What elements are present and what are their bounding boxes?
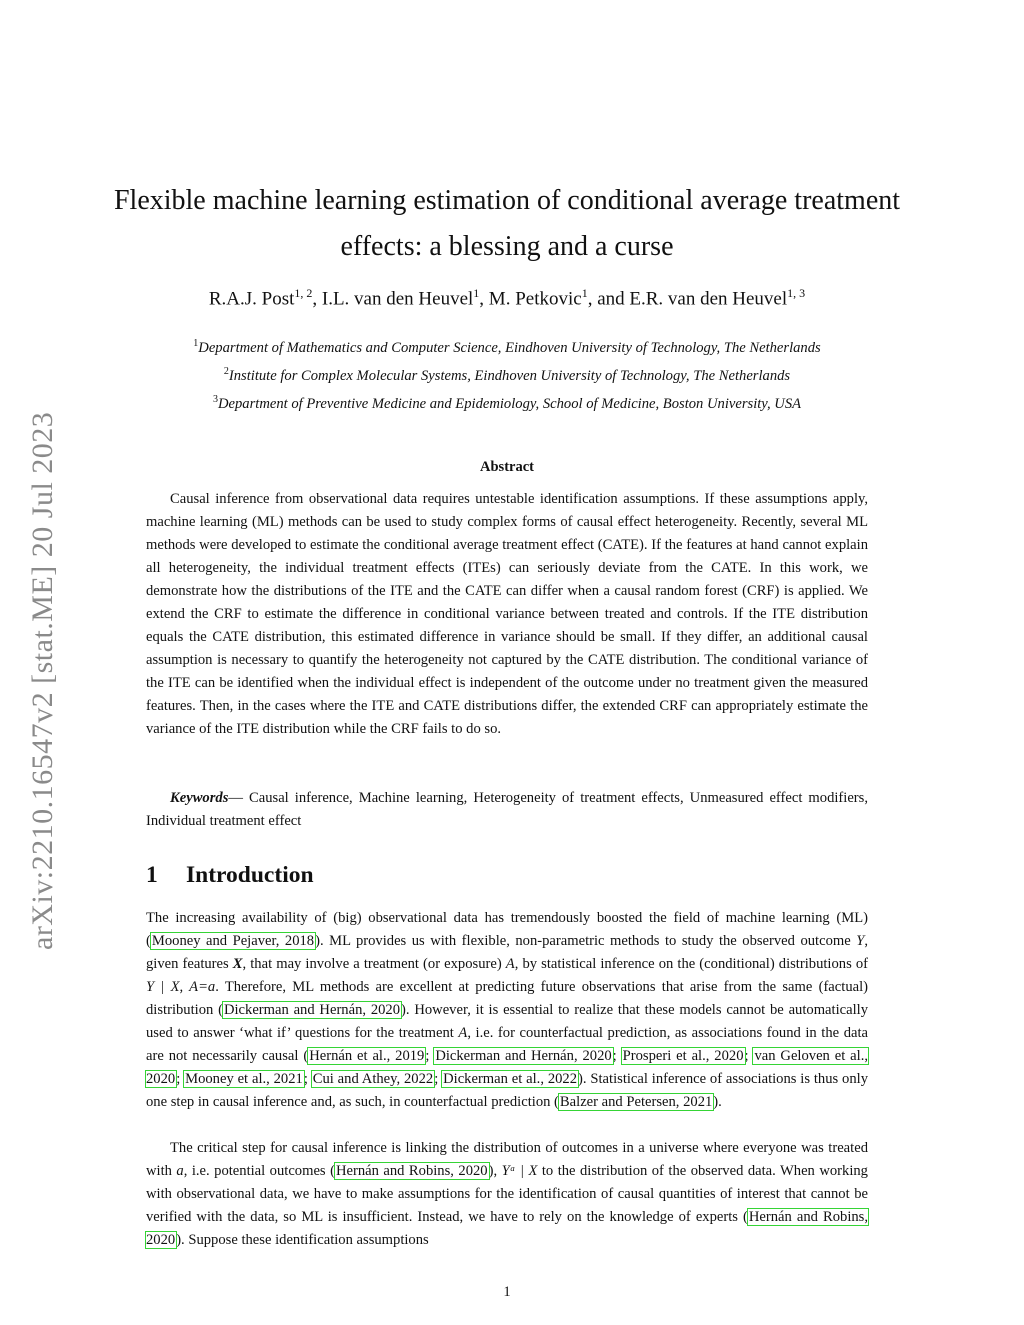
author-affil-sup: 1	[581, 286, 588, 300]
math-expression: Y | X, A=a	[146, 979, 216, 995]
text-run: ). Suppose these identification assumptions	[176, 1232, 429, 1248]
author-name: I.L. van den Heuvel	[321, 288, 474, 310]
text-run: , by statistical inference on the (conditional) distributions of	[514, 956, 868, 972]
author-name: M. Petkovic	[488, 288, 582, 310]
text-run: ). However, it is essential to realize that these models cannot be automatically used to answer ‘what if’ questions for the treatment	[146, 1002, 868, 1041]
affiliation	[96, 332, 918, 360]
affiliation	[96, 388, 918, 416]
section-title: Introduction	[186, 862, 314, 888]
keywords-label: Keywords	[170, 790, 229, 806]
text-run: ;	[434, 1071, 443, 1087]
citation-link[interactable]: Dickerman et al., 2022	[443, 1071, 578, 1087]
citation-link[interactable]: Dickerman and Hernán, 2020	[435, 1048, 612, 1064]
math-symbol: A	[458, 1025, 468, 1041]
text-run: ;	[612, 1048, 622, 1064]
author-affil-sup: 1, 3	[787, 286, 806, 300]
citation-link[interactable]: Prosperi et al., 2020	[622, 1048, 744, 1064]
affiliation-text: Institute for Complex Molecular Systems, Eindhoven University of Technology, The Netherlands	[228, 367, 791, 384]
affiliation-text: Department of Mathematics and Computer Science, Eindhoven University of Technology, The Netherlands	[198, 339, 821, 356]
citation-link[interactable]: Dickerman and Hernán, 2020	[223, 1002, 401, 1018]
affiliation	[96, 360, 918, 388]
text-run: . Therefore, ML methods are excellent at predicting future observations that arise from the same (factual) distribution (	[146, 979, 869, 1018]
author-list	[96, 286, 918, 310]
title-line-1: Flexible machine learning estimation of conditional average treatment	[113, 185, 901, 216]
text-run: ). ML provides us with flexible, non-parametric methods to study the observed outcome	[315, 933, 857, 949]
text-run: , i.e. for counterfactual prediction, as associations found in the data are not necessarily causal (	[146, 1025, 869, 1064]
text-run: , that may involve a treatment (or exposure)	[242, 956, 506, 972]
affiliation-text: Department of Preventive Medicine and Epidemiology, School of Medicine, Boston University, USA	[217, 395, 802, 412]
affiliation-sup: 3	[212, 393, 218, 405]
author-name: R.A.J. Post	[208, 288, 295, 310]
text-run: ). Statistical inference of associations is thus only one step in causal inference and, as such, in counterfactual prediction (	[146, 1071, 868, 1110]
math-symbol: Y	[856, 933, 865, 949]
keywords	[146, 787, 868, 833]
section-heading	[146, 862, 314, 889]
citation-link[interactable]: Hernán and Robins, 2020	[146, 1209, 868, 1248]
arxiv-stamp: arXiv:2210.16547v2 [stat.ME] 20 Jul 2023	[26, 411, 59, 950]
keywords-text: Causal inference, Machine learning, Heterogeneity of treatment effects, Unmeasured effect modifiers, Individual treatment effect	[146, 790, 868, 829]
body-paragraph	[146, 907, 868, 1114]
citation-link[interactable]: Hernán et al., 2019	[309, 1048, 425, 1064]
author-separator: ,	[312, 288, 322, 310]
author-separator: ,	[479, 288, 489, 310]
text-run: The increasing availability of (big) observational data has tremendously boosted the field of machine learning (ML) (	[146, 910, 868, 949]
math-symbol: a	[176, 1163, 184, 1179]
citation-link[interactable]: Mooney et al., 2021	[185, 1071, 303, 1087]
math-symbol: A	[505, 956, 515, 972]
math-symbol: X	[232, 956, 243, 972]
text-run: , i.e. potential outcomes (	[183, 1163, 335, 1179]
text-run: , given features	[146, 933, 868, 972]
citation-link[interactable]: Hernán and Robins, 2020	[335, 1163, 488, 1179]
author-name: E.R. van den Heuvel	[629, 288, 788, 310]
affiliation-list	[96, 332, 918, 416]
citation-link[interactable]: van Geloven et al., 2020	[146, 1048, 868, 1087]
text-run: ),	[488, 1163, 502, 1179]
abstract-heading: Abstract	[480, 459, 534, 475]
citation-link[interactable]: Mooney and Pejaver, 2018	[151, 933, 315, 949]
section-number: 1	[146, 862, 158, 888]
abstract-text: Causal inference from observational data requires untestable identification assumptions. If these assumptions apply, machine learning (ML) methods can be used to study complex forms of causal effect heterogeneity. Recently, several ML methods were developed to estimate the conditional average treatment effect (CATE). If the features at hand cannot explain all heterogeneity, the individual treatment effects (ITEs) can seriously deviate from the CATE. In this work, we demonstrate how the distributions of the ITE and the CATE can differ when a causal random forest (CRF) is applied. We extend the CRF to estimate the difference in conditional variance between treated and controls. If the ITE distribution equals the CATE distribution, this estimated difference in variance should be small. If they differ, an additional causal assumption is necessary to quantify the heterogeneity not captured by the CATE distribution. The conditional variance of the ITE can be identified when the individual effect is independent of the outcome under no treatment given the measured features. Then, in the cases where the ITE and CATE distributions differ, the extended CRF can appropriately estimate the variance of the ITE distribution while the CRF fails to do so.	[146, 491, 868, 737]
citation-link[interactable]: Cui and Athey, 2022	[312, 1071, 434, 1087]
text-run: ;	[303, 1071, 312, 1087]
text-run: The critical step for causal inference is linking the distribution of outcomes in a universe where everyone was treated with	[146, 1140, 868, 1179]
affiliation-sup: 2	[223, 365, 229, 377]
keywords-dash: —	[228, 790, 250, 806]
citation-link[interactable]: Balzer and Petersen, 2021	[559, 1094, 713, 1110]
paper-title	[96, 178, 918, 270]
text-run: ;	[744, 1048, 754, 1064]
text-run: to the distribution of the observed data. When working with observational data, we have to make assumptions for the identification of causal quantities of interest that cannot be verified with the data, so ML is insufficient. Instead, we have to rely on the knowledge of experts (	[146, 1163, 868, 1225]
math-expression: Yᵃ | X	[501, 1163, 538, 1179]
text-run: ;	[425, 1048, 435, 1064]
text-run: ).	[713, 1094, 722, 1110]
author-affil-sup: 1, 2	[294, 286, 313, 300]
body-paragraph	[146, 1137, 868, 1252]
text-run: ;	[176, 1071, 185, 1087]
affiliation-sup: 1	[193, 338, 199, 349]
page-number: 1	[503, 1284, 511, 1300]
author-separator: , and	[587, 288, 630, 310]
author-affil-sup: 1	[473, 286, 480, 300]
title-line-2: effects: a blessing and a curse	[340, 231, 674, 262]
